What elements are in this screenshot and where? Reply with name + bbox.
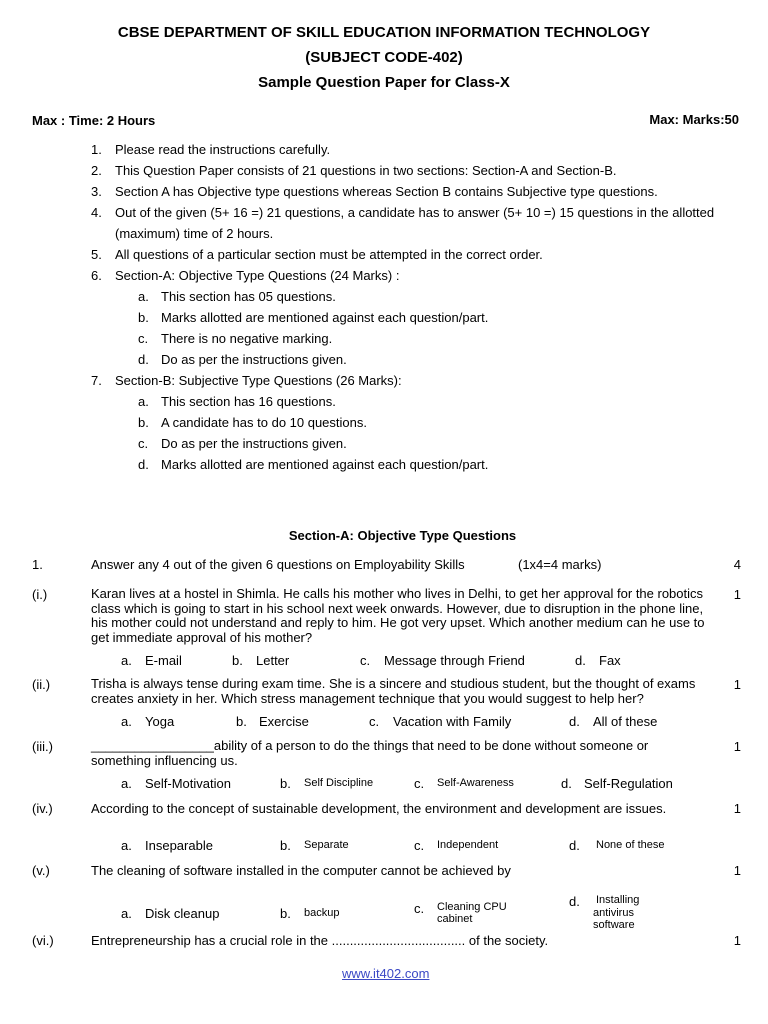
question-text: Answer any 4 out of the given 6 questions on Employability Skills — [91, 557, 465, 572]
option-text: Installing — [596, 894, 640, 906]
option-letter: c. — [369, 714, 380, 729]
option-text: antivirus — [593, 907, 634, 919]
instruction-number: 4. — [91, 205, 102, 220]
option-letter: c. — [414, 901, 425, 916]
option-text: Fax — [599, 653, 621, 668]
question-marks: 1 — [733, 933, 741, 948]
option-text: Self Discipline — [304, 777, 374, 789]
instruction-number: 7. — [91, 373, 102, 388]
option-text: software — [593, 919, 635, 931]
option-text: backup — [304, 907, 340, 919]
sub-instruction: This section has 05 questions. — [161, 289, 336, 304]
sub-instruction-letter: a. — [138, 289, 149, 304]
option-letter: d. — [569, 714, 580, 729]
option-text: Exercise — [259, 714, 309, 729]
option-text: Independent — [437, 839, 499, 851]
option-letter: b. — [280, 838, 291, 853]
option-letter: b. — [236, 714, 247, 729]
sub-instruction-letter: a. — [138, 394, 149, 409]
sub-instruction-letter: b. — [138, 415, 149, 430]
option-text: Inseparable — [145, 838, 213, 853]
option-text: cabinet — [437, 913, 473, 925]
question-marks: 1 — [733, 677, 741, 692]
option-letter: a. — [121, 838, 132, 853]
section-a-title: Section-A: Objective Type Questions — [288, 528, 517, 543]
question-number: (iv.) — [32, 801, 53, 816]
question-marks: 1 — [733, 739, 741, 754]
option-letter: d. — [575, 653, 586, 668]
instruction-item: Please read the instructions carefully. — [115, 142, 331, 157]
question-marks: 1 — [733, 587, 741, 602]
option-text: Self-Motivation — [145, 776, 231, 791]
instruction-number: 5. — [91, 247, 102, 262]
option-text: None of these — [596, 839, 665, 851]
sub-instruction: This section has 16 questions. — [161, 394, 336, 409]
question-text: Entrepreneurship has a crucial role in the ..................................... of the society. — [91, 933, 549, 948]
option-text: Separate — [304, 839, 349, 851]
option-text: Message through Friend — [384, 653, 525, 668]
option-letter: a. — [121, 653, 132, 668]
question-number: (i.) — [32, 587, 48, 602]
option-text: E-mail — [145, 653, 182, 668]
instruction-number: 3. — [91, 184, 102, 199]
option-text: Yoga — [145, 714, 175, 729]
instruction-item: All questions of a particular section must be attempted in the correct order. — [115, 247, 543, 262]
question-number: (vi.) — [32, 933, 54, 948]
option-letter: d. — [569, 894, 580, 909]
question-text: Trisha is always tense during exam time. She is a sincere and studious student, but the thought of exams creates anxiety in her. Which stress management technique that you would suggest to help her? — [91, 676, 696, 706]
instruction-item: Out of the given (5+ 16 =) 21 questions, a candidate has to answer (5+ 10 =) 15 questions in the allotted — [115, 205, 715, 220]
instruction-item: Section A has Objective type questions whereas Section B contains Subjective type questions. — [115, 184, 658, 199]
question-text: _________________ability of a person to do the things that need to be done without someone or something influencing us. — [91, 738, 649, 768]
sub-instruction: Do as per the instructions given. — [161, 436, 347, 451]
option-letter: d. — [561, 776, 572, 791]
option-letter: c. — [414, 776, 425, 791]
question-text: The cleaning of software installed in the computer cannot be achieved by — [91, 863, 511, 878]
sub-instruction: Marks allotted are mentioned against each question/part. — [161, 310, 489, 325]
instruction-number: 6. — [91, 268, 102, 283]
footer-website-link[interactable]: www.it402.com — [342, 966, 430, 981]
option-text: All of these — [593, 714, 658, 729]
sub-instruction-letter: d. — [138, 352, 149, 367]
instruction-number: 1. — [91, 142, 102, 157]
option-letter: a. — [121, 714, 132, 729]
paper-subtitle: Sample Question Paper for Class-X — [258, 74, 510, 91]
max-time: Max : Time: 2 Hours — [32, 113, 156, 128]
sub-instruction-letter: b. — [138, 310, 149, 325]
option-letter: b. — [280, 906, 291, 921]
option-text: Vacation with Family — [393, 714, 512, 729]
max-marks: Max: Marks:50 — [649, 112, 739, 127]
question-marks: 4 — [733, 557, 741, 572]
paper-subject-code: (SUBJECT CODE-402) — [305, 49, 463, 66]
instruction-item: This Question Paper consists of 21 questions in two sections: Section-A and Section-B. — [115, 163, 617, 178]
question-text: Karan lives at a hostel in Shimla. He calls his mother who lives in Delhi, to get her approval for the robotics class which is going to start in his school next week onwards. However, due to disruption in the phone line, his mother could not understand and reply to him. He got very upset. Which another medium can he use to get immediate approval of his mother? — [91, 586, 705, 645]
option-letter: d. — [569, 838, 580, 853]
question-text: According to the concept of sustainable development, the environment and development are issues. — [91, 801, 667, 816]
instruction-item: Section-A: Objective Type Questions (24 Marks) : — [115, 268, 400, 283]
sub-instruction: There is no negative marking. — [161, 331, 333, 346]
instruction-item-continued: (maximum) time of 2 hours. — [115, 226, 274, 241]
paper-title-line1: CBSE DEPARTMENT OF SKILL EDUCATION INFORMATION TECHNOLOGY — [117, 24, 651, 41]
sub-instruction: A candidate has to do 10 questions. — [161, 415, 367, 430]
option-letter: a. — [121, 776, 132, 791]
option-text: Disk cleanup — [145, 906, 220, 921]
option-text: Cleaning CPU — [437, 901, 507, 913]
sub-instruction-letter: c. — [138, 331, 149, 346]
option-text: Self-Regulation — [584, 776, 673, 791]
sub-instruction: Do as per the instructions given. — [161, 352, 347, 367]
option-text: Self-Awareness — [437, 777, 514, 789]
option-letter: c. — [414, 838, 425, 853]
question-number: 1. — [32, 557, 43, 572]
option-letter: a. — [121, 906, 132, 921]
question-number: (ii.) — [32, 677, 51, 692]
option-letter: b. — [280, 776, 291, 791]
option-text: Letter — [256, 653, 290, 668]
question-marks: 1 — [733, 801, 741, 816]
question-marks: 1 — [733, 863, 741, 878]
sub-instruction: Marks allotted are mentioned against each question/part. — [161, 457, 489, 472]
question-number: (v.) — [32, 863, 50, 878]
marks-scheme: (1x4=4 marks) — [518, 557, 602, 572]
sub-instruction-letter: c. — [138, 436, 149, 451]
option-letter: b. — [232, 653, 243, 668]
question-number: (iii.) — [32, 739, 53, 754]
sub-instruction-letter: d. — [138, 457, 149, 472]
instruction-number: 2. — [91, 163, 102, 178]
option-letter: c. — [360, 653, 371, 668]
instruction-item: Section-B: Subjective Type Questions (26 Marks): — [115, 373, 402, 388]
